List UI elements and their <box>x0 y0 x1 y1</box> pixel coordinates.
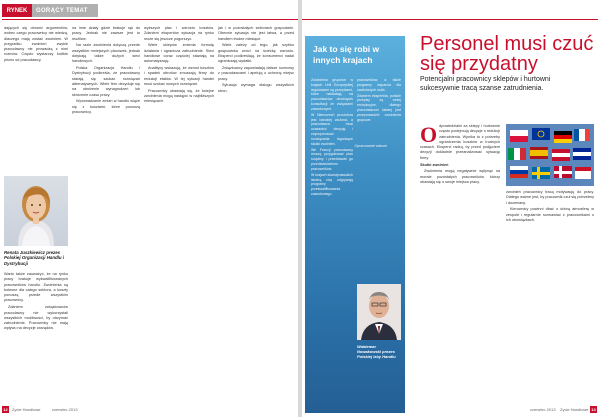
paragraph: Zwolnienia grupowe w krajach Unii Europejskiej regulowane są przepisami, które nakładają na pracodawców obowiązek konsultacji ze związkami zawodowymi. <box>311 78 353 111</box>
left-page <box>0 0 298 417</box>
paragraph: W Niemczech procedura jest bardziej złożona, a pracodawca musi uzasadnić decyzję i zaproponować rozwiązania łagodzące skutki zwolnień. <box>311 112 353 146</box>
drop-cap: O <box>420 124 438 147</box>
article-column-3 <box>144 26 214 402</box>
paragraph: Związkowcy zapowiadają dalsze rozmowy z pracodawcami i apelują o ochronę miejsc pracy. <box>218 66 294 81</box>
header-rule <box>302 19 598 20</box>
paragraph: Sytuacja wymaga dialogu wszystkich stron. <box>218 83 294 93</box>
sidebar-signature: Opracowanie własne <box>354 144 387 148</box>
article-column-5 <box>420 124 500 404</box>
sidebar-column-2 <box>357 78 401 142</box>
article-lead: Potencjalni pracownicy sklepów i hurtowni sukcesywnie tracą szanse zatrudnienia. <box>420 76 551 92</box>
flags-image <box>506 124 594 186</box>
paragraph: na inne działy gdzie brakuje rąk do pracy. Jednak nie zawsze jest to możliwe. <box>72 26 140 41</box>
paragraph: jak i w pozostałych sektorach gospodarki. Obecnie sytuacja nie jest łatwa, a przed handlem trudne miesiące. <box>218 26 294 41</box>
paragraph: Warto także zauważyć, że na rynku pracy brakuje wykwalifikowanych pracowników handlu. Zwolnienia są bolesne dla całego sektora, a koszty ponoszą przede wszystkim pracownicy. <box>4 272 68 303</box>
footer-date: czerwiec 2013 <box>52 407 78 412</box>
footer-magazine-name: Życie Handlowe <box>12 407 41 412</box>
sidebar-column-1 <box>311 78 353 408</box>
footer-magazine-name-right: Życie Handlowe <box>560 407 589 412</box>
article-title: Personel musi czuć się przydatny <box>420 33 594 75</box>
paragraph: zwolnień pracownicy tracą motywację do pracy. Dlatego ważne jest, by pracownik czuł się potrzebny i doceniany. <box>506 190 594 205</box>
footer-date-right: czerwiec 2013 <box>530 407 556 412</box>
portrait-photo-man <box>357 284 401 340</box>
paragraph: Zwolnienia mogą negatywnie wpłynąć na morale pozostałych pracowników, którzy obawiają się o swoje miejsca pracy. <box>420 169 500 184</box>
article-column-4 <box>218 26 294 402</box>
man-portrait-image <box>357 284 401 340</box>
page-number: 12 <box>3 407 8 412</box>
paragraph: Zdaniem ekspertów, polskie przepisy są mniej restrykcyjne, dlatego pracodawcom łatwiej jest przeprowadzić zwolnienia grupowe. <box>357 93 401 122</box>
article-column-1 <box>4 26 68 174</box>
article-column-6 <box>506 190 594 404</box>
paragraph: We Francji pracodawcy muszą przygotować plan socjalny i przedstawić go przedstawicielom pracowników. <box>311 147 353 171</box>
paragraph: Wprowadzanie zmian w handlu wiąże się z kosztami, które ponoszą pracownicy. <box>72 99 140 114</box>
header-rule <box>2 19 298 20</box>
paragraph: dających się obronić argumentów, wobec czego pracownicy nie wiedzą, dlaczego mają zostać zwolnieni. W przypadku zwolnień zwykle pracodawcy nie prowadzą z nimi rozmów. Często wystarczy krótkie pismo od pracodawcy. <box>4 26 68 62</box>
photo-caption-man: Waldemar Nowakowski prezes Polskiej Izby Handlu <box>357 344 396 359</box>
photo-caption: Renata Juszkiewicz prezes Polskiej Organizacji Handlu i Dystrybucji <box>4 250 65 266</box>
paragraph: pracowników, a także programy wsparcia dla zwalnianych osób. <box>357 78 401 92</box>
subheading: Skutki zwolnień <box>420 162 449 167</box>
paragraph: W krajach skandynawskich istotną rolę odgrywają programy przekwalifikowania zawodowego. <box>311 172 353 196</box>
article-column-1-continued <box>4 272 68 402</box>
paragraph: Wiele zależy od tego, jak szybko gospodarka wróci na ścieżkę wzrostu. Eksperci podkreślają, że konsumenci nadal ograniczają wydatki. <box>218 43 294 64</box>
section-label: GORĄCY TEMAT <box>32 4 98 17</box>
paragraph: Analitycy wskazują, że wzrost kosztów i spadek obrotów zmuszają firmy do redukcji etatów. W tej sytuacji handel musi szukać nowych rozwiązań. <box>144 66 214 86</box>
page-number-right: 13 <box>591 407 596 412</box>
sidebar-title: Jak to się robi w innych krajach <box>313 44 380 65</box>
portrait-photo <box>4 176 68 246</box>
eu-flags-photo <box>506 124 594 186</box>
paragraph: Polska Organizacja Handlu i Dystrybucji podkreśla, że pracodawcy starają się szukać rozwiązań alternatywnych. Wiele firm decyduje się na obniżenie wynagrodzeń lub skrócenie czasu pracy. <box>72 66 140 97</box>
sidebar-box <box>305 36 405 413</box>
paragraph: wyższych płac i wzrostu kosztów. Zdaniem ekspertów sytuacja na rynku może się jeszcze pogorszyć. <box>144 26 214 41</box>
paragraph: Wiele sklepów zmienia formułę działania i ogranicza zatrudnienie. Sieci handlowe coraz częściej stawiają na automatyzację. <box>144 43 214 64</box>
paragraph: Zdaniem związkowców pracodawcy nie wykorzystali wszystkich możliwości, by utrzymać zatrudnienie. Pracownicy nie mają wpływu na decyzje zarządów. <box>4 305 68 331</box>
paragraph: Pracownicy obawiają się, że kolejne zwolnienia mogą nastąpić w najbliższych miesiącach. <box>144 88 214 104</box>
paragraph: dpowiedzialni za sklepy i hurtownie często podejmują decyzje o redukcji zatrudnienia. Wynika to z potrzeby ograniczenia kosztów w trudnych czasach. Eksperci radzą, by przed podjęciem decyzji dokładnie przeanalizować sytuację firmy. <box>420 124 500 160</box>
article-column-2 <box>72 26 140 402</box>
paragraph: Kierownicy powinni dbać o dobrą atmosferę w zespole i regularnie rozmawiać z pracownikami o ich obowiązkach. <box>506 207 594 222</box>
magazine-logo: RYNEK <box>2 4 32 17</box>
paragraph: Na razie zwolnienia dotyczą przede wszystkim mniejszych placówek, jednak dotykają także dużych sieci handlowych. <box>72 43 140 64</box>
woman-portrait-image <box>4 176 68 246</box>
